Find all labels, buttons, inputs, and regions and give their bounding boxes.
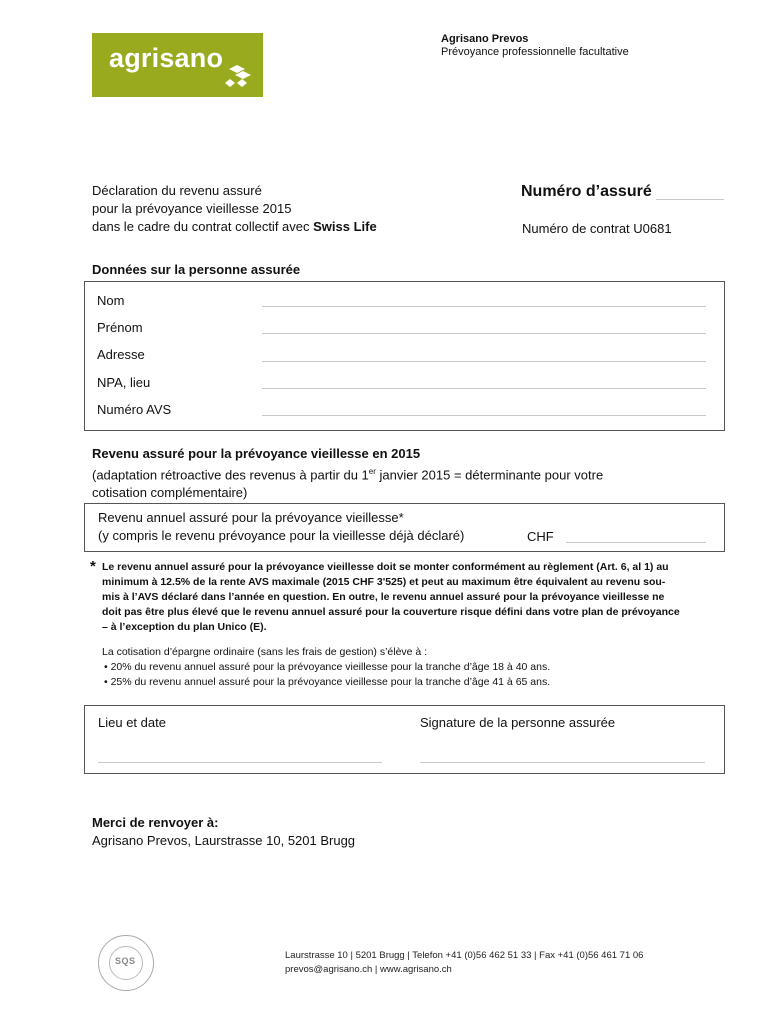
logo-mark-icon [225,63,255,89]
revenue-amount-field[interactable] [566,542,706,543]
footer-email-web: prevos@agrisano.ch | www.agrisano.ch [285,964,452,975]
sqs-certification-seal [98,935,154,991]
revenue-line2-sup: er [368,467,376,476]
person-section-title: Données sur la personne assurée [92,262,301,277]
place-date-field[interactable] [98,762,382,763]
numero-assure-field[interactable] [656,199,724,200]
label-nom: Nom [97,293,125,308]
note-text [102,560,732,635]
note-line: minimum à 12.5% de la rente AVS maximale (2015 CHF 3'525) et peut au maximum être équivalent au revenu sou- [102,576,666,588]
insurer-name: Swiss Life [313,219,377,234]
note-line: Le revenu annuel assuré pour la prévoyance vieillesse doit se monter conformément au règlement (Art. 6, al 1) au [102,561,669,573]
numero-avs-field[interactable] [262,415,706,416]
declaration-title [92,182,377,236]
return-title: Merci de renvoyer à: [92,815,219,830]
prenom-field[interactable] [262,333,706,334]
company-subtitle: Prévoyance professionnelle facultative [441,46,629,58]
declaration-line1: Déclaration du revenu assuré [92,183,262,198]
signature-box [84,705,725,774]
numero-contrat: Numéro de contrat U0681 [522,221,672,236]
label-adresse: Adresse [97,347,145,362]
label-numero-avs: Numéro AVS [97,402,172,417]
return-address: Agrisano Prevos, Laurstrasse 10, 5201 Brugg [92,833,356,848]
note-line: – à l’exception du plan Unico (E). [102,621,267,633]
numero-assure-label: Numéro d’assuré [521,183,652,200]
logo-wordmark: agrisano [109,43,224,73]
revenue-line2-prefix: (adaptation rétroactive des revenus à partir du 1 [92,467,369,483]
footer-contact: Laurstrasse 10 | 5201 Brugg | Telefon +41 (0)56 462 51 33 | Fax +41 (0)56 461 71 06 [285,950,644,961]
revenue-box-line1: Revenu annuel assuré pour la prévoyance vieillesse* [98,510,404,525]
revenue-section-heading [92,445,732,502]
signature-field[interactable] [420,762,705,763]
npa-lieu-field[interactable] [262,388,706,389]
company-name: Agrisano Prevos [441,33,529,45]
revenue-box-line2: (y compris le revenu prévoyance pour la vieillesse déjà déclaré) [98,528,465,543]
note-line: doit pas être plus élevé que le revenu annuel assuré pour la couverture risque défini dans votre plan de prévoyance [102,606,680,618]
savings-bullet-text: 25% du revenu annuel assuré pour la prévoyance vieillesse pour la tranche d’âge 41 à 65 ans. [110,676,551,688]
revenue-section-line3: cotisation complémentaire) [92,485,248,501]
place-date-label: Lieu et date [98,715,166,730]
savings-bullet: • 25% du revenu annuel assuré pour la prévoyance vieillesse pour la tranche d’âge 41 à 65 ans. [104,676,551,688]
declaration-line3-prefix: dans le cadre du contrat collectif avec [92,219,314,234]
person-data-box [84,281,725,431]
declaration-line2: pour la prévoyance vieillesse 2015 [92,201,292,216]
note-asterisk: * [90,558,96,575]
label-npa-lieu: NPA, lieu [97,375,151,390]
revenue-section-line2 [92,463,732,484]
currency-label: CHF [527,529,554,544]
agrisano-logo [92,33,263,97]
seal-text: SQS [115,956,136,966]
label-prenom: Prénom [97,320,143,335]
note-line: mis à l’AVS déclaré dans l’année en question. En outre, le revenu annuel assuré pour la prévoyance vieillesse ne [102,591,665,603]
savings-bullet-text: 20% du revenu annuel assuré pour la prévoyance vieillesse pour la tranche d’âge 18 à 40 ans. [110,661,551,673]
declaration-line3 [92,218,377,236]
savings-info [102,645,732,690]
savings-bullet: • 20% du revenu annuel assuré pour la prévoyance vieillesse pour la tranche d’âge 18 à 40 ans. [104,661,551,673]
signature-label: Signature de la personne assurée [420,715,616,730]
savings-intro: La cotisation d’épargne ordinaire (sans les frais de gestion) s’élève à : [102,646,428,658]
revenue-line2-suffix: janvier 2015 = déterminante pour votre [375,467,604,483]
nom-field[interactable] [262,306,706,307]
revenue-input-box [84,503,725,552]
adresse-field[interactable] [262,361,706,362]
revenue-section-title: Revenu assuré pour la prévoyance vieillesse en 2015 [92,446,421,461]
